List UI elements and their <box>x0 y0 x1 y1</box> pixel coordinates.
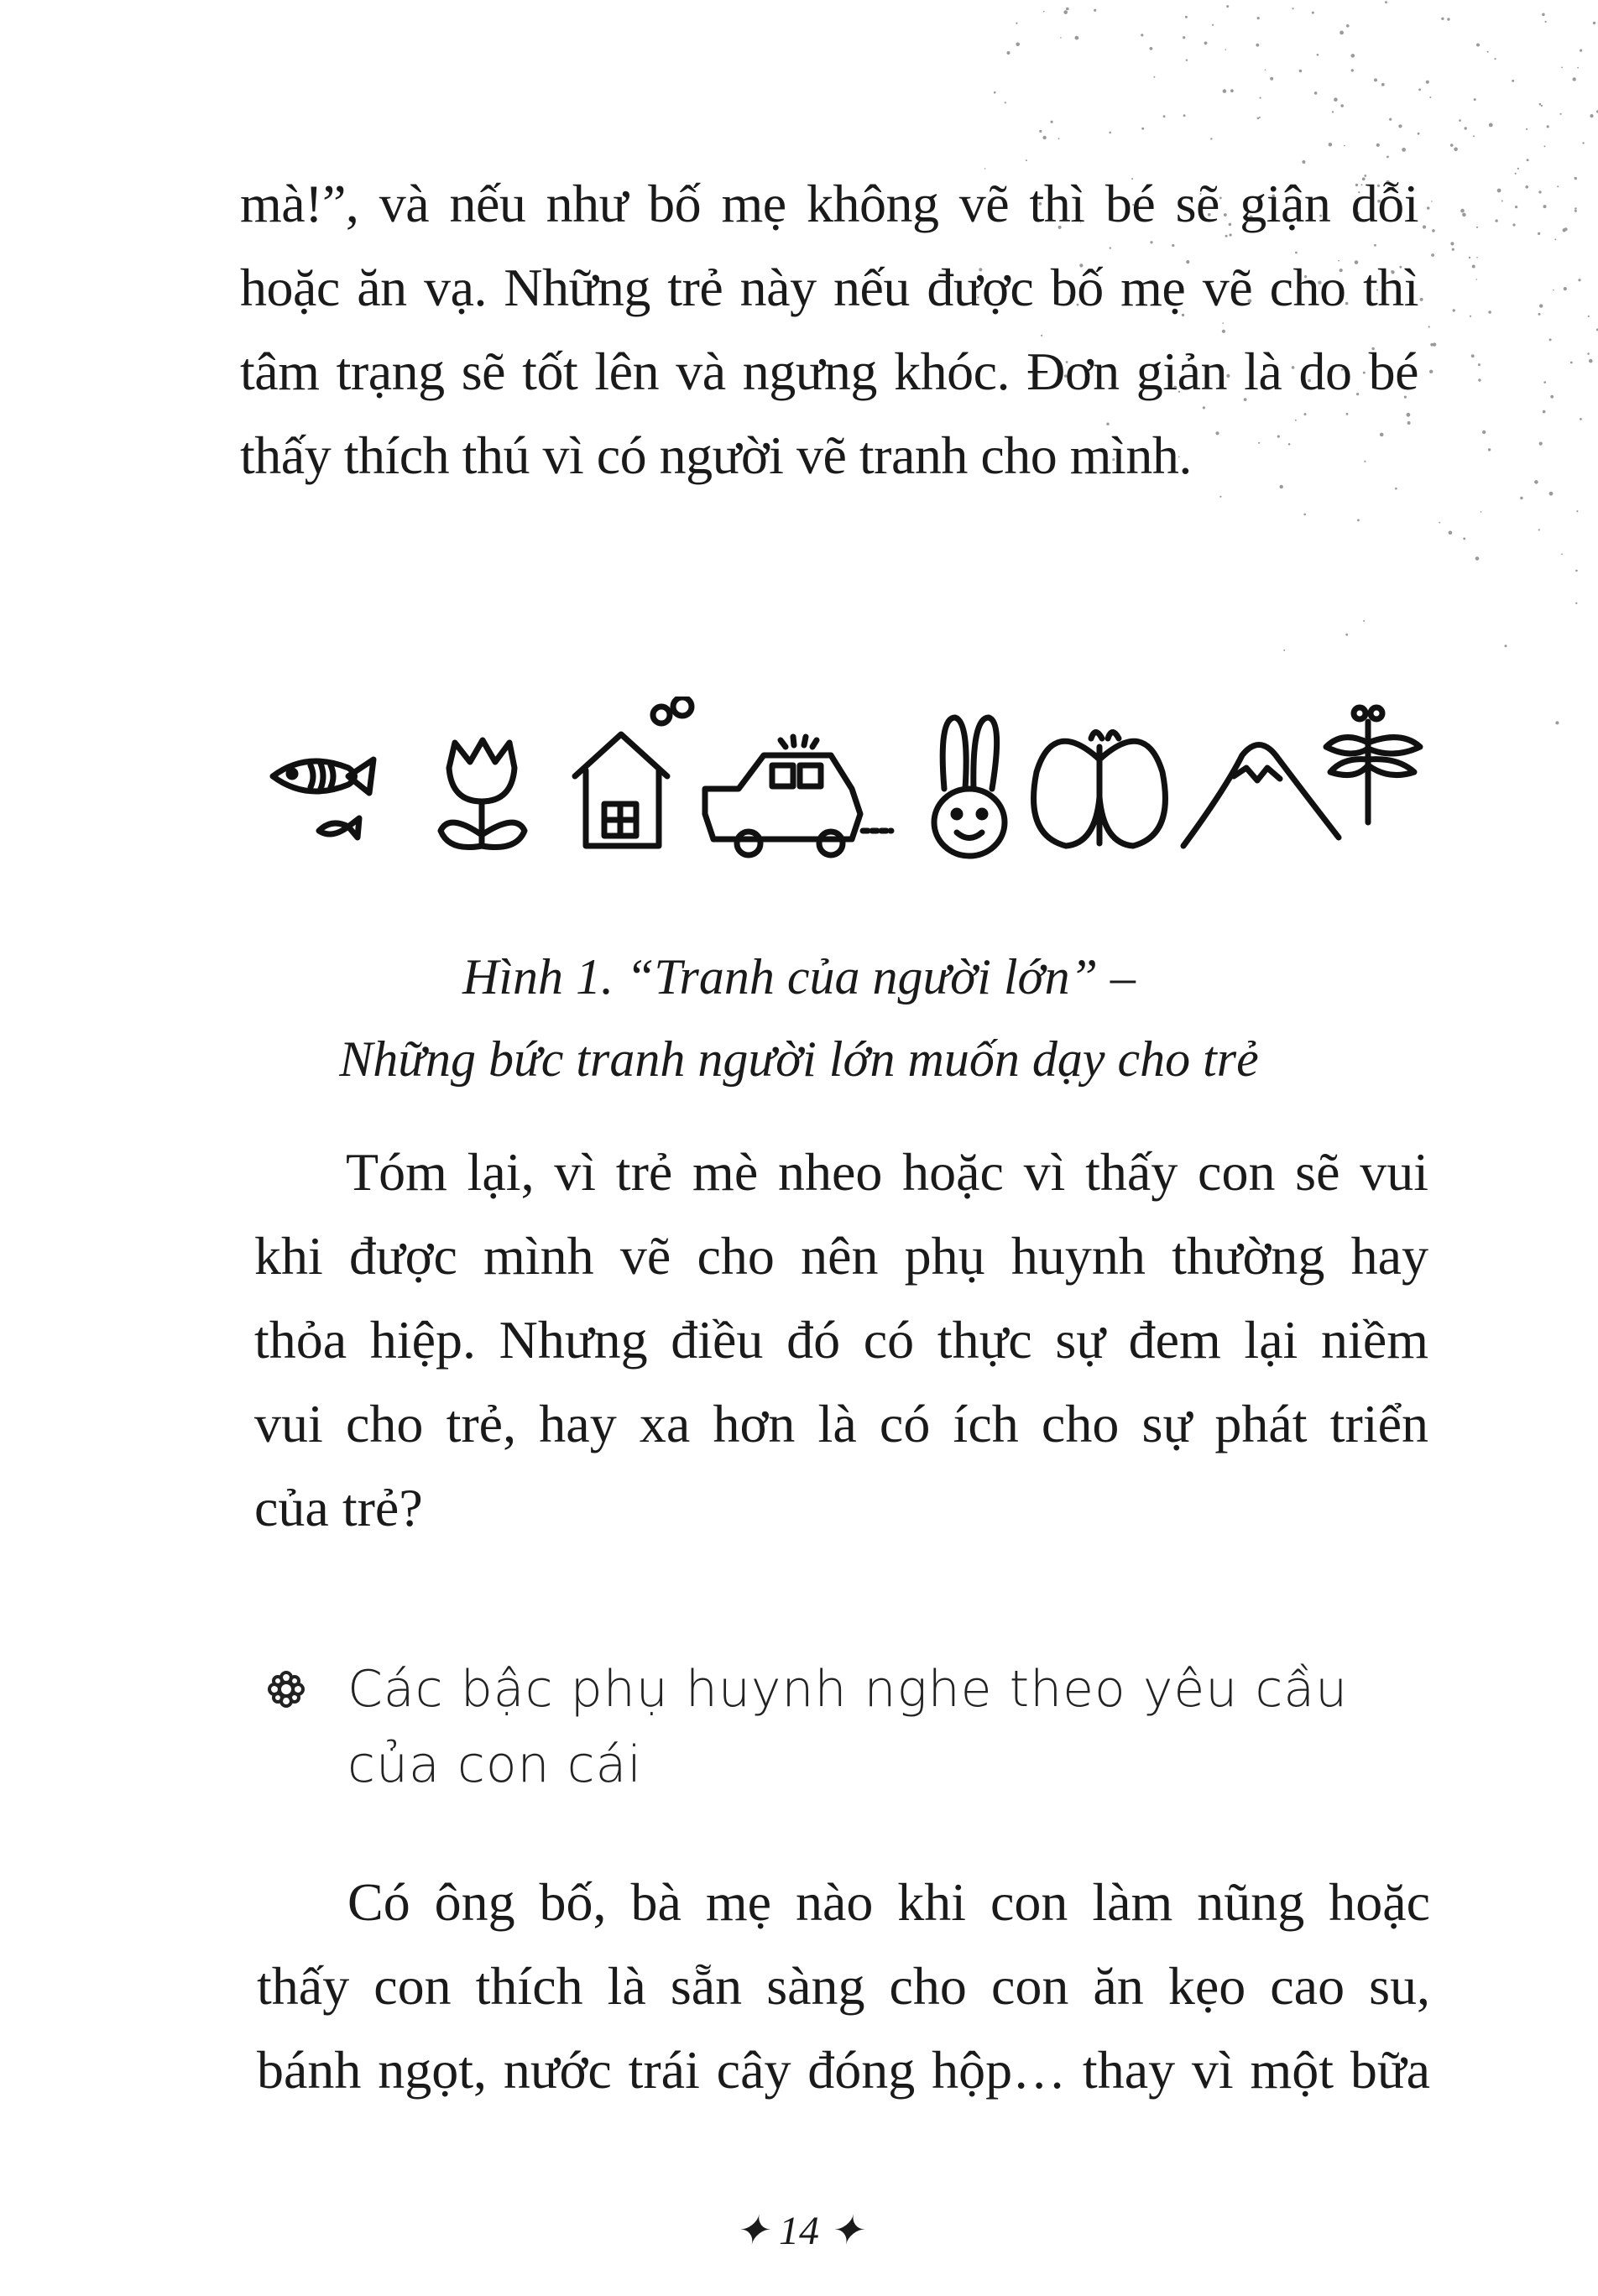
text-line: Có ông bố, bà mẹ nào khi con làm nũng hoặc <box>347 1872 1430 1932</box>
text-line: thấy con thích là sẵn sàng cho con ăn kẹo cao su, <box>257 1956 1430 2016</box>
tulip-icon <box>441 740 525 848</box>
text-line: khi được mình vẽ cho nên phụ huynh thường hay <box>254 1226 1428 1286</box>
page-number-value: 14 <box>779 2209 819 2253</box>
text-line: Tóm lại, vì trẻ mè nheo hoặc vì thấy con sẽ vui <box>346 1142 1428 1202</box>
text-line: thỏa hiệp. Nhưng điều đó có thực sự đem lại niềm <box>254 1310 1428 1370</box>
heading-line: của con cái <box>347 1735 643 1794</box>
text-line: tâm trạng sẽ tốt lên và ngưng khóc. Đơn giản là do bé <box>240 342 1418 401</box>
house-icon <box>575 697 692 846</box>
text-line: bánh ngọt, nước trái cây đóng hộp… thay vì một bữa <box>257 2040 1430 2100</box>
rabbit-icon <box>934 718 1005 856</box>
caption-line: Những bức tranh người lớn muốn dạy cho trẻ <box>339 1031 1259 1087</box>
heading-line: Các bậc phụ huynh nghe theo yêu cầu <box>347 1660 1349 1719</box>
figure-drawings <box>260 697 1435 881</box>
text-line: mà!”, và nếu như bố mẹ không vẽ thì bé sẽ giận dỗi <box>240 174 1418 233</box>
fish-icon <box>273 759 373 838</box>
star-icon: ✦ <box>734 2209 779 2253</box>
text-line: của trẻ? <box>254 1478 423 1537</box>
caption-line: Hình 1. “Tranh của người lớn” – <box>462 949 1136 1004</box>
text-line: vui cho trẻ, hay xa hơn là có ích cho sự phát triển <box>254 1394 1428 1453</box>
mountain-icon <box>1183 745 1339 847</box>
text-line: thấy thích thú vì có người vẽ tranh cho mình. <box>240 425 1192 485</box>
dragonfly-icon <box>1326 707 1420 822</box>
text-line: hoặc ăn vạ. Những trẻ này nếu được bố mẹ vẽ cho thì <box>240 258 1418 317</box>
butterfly-icon <box>1034 733 1166 847</box>
flower-bullet-icon <box>267 1670 306 1709</box>
car-icon <box>705 737 891 855</box>
star-icon: ✦ <box>819 2209 864 2253</box>
page-number <box>0 2207 1598 2254</box>
